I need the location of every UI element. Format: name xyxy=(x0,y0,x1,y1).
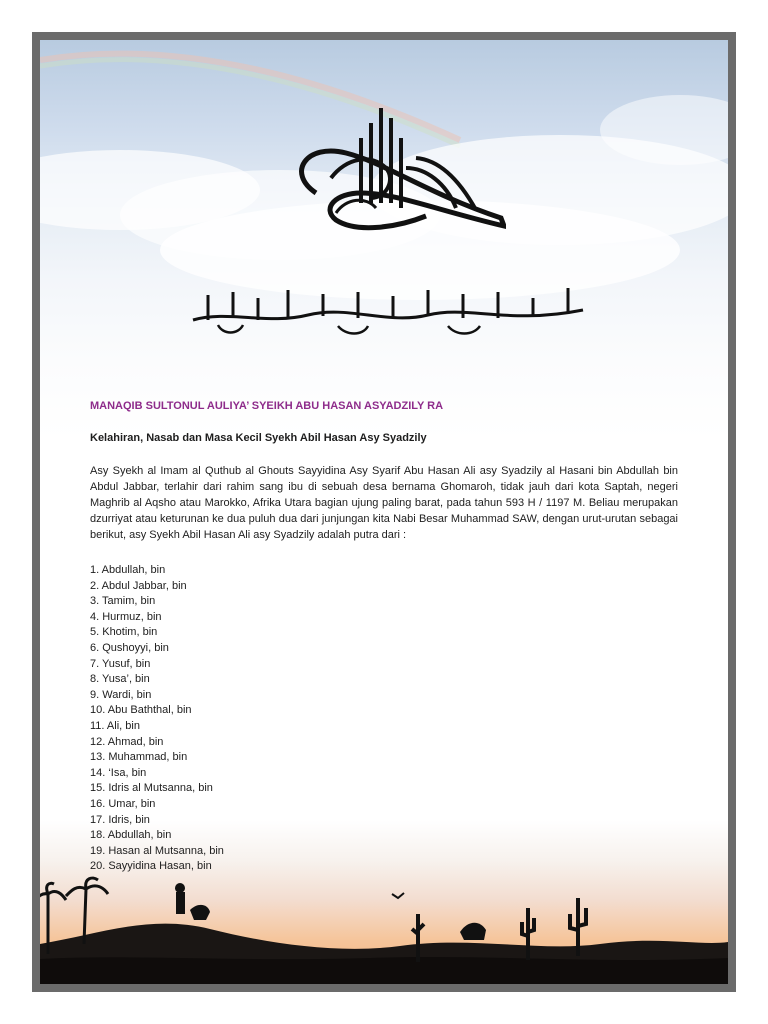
shahada-calligraphy-image xyxy=(188,280,588,340)
desert-silhouette-image xyxy=(40,874,728,984)
lineage-item: 19. Hasan al Mutsanna, bin xyxy=(90,844,224,857)
intro-paragraph: Asy Syekh al Imam al Quthub al Ghouts Sayyidina Asy Syarif Abu Hasan Ali asy Syadzily al Hasani bin Abdullah bin Abdul Jabbar, terlahir dari rahim sang ibu di sebuah desa bernama Ghomaroh, tidak jauh dari kota Saptah, negeri Maghrib al Aqsho atau Marokko, Afrika Utara bagian ujung paling barat, pada tahun 593 H / 1197 M. Beliau merupakan dzurriyat atau keturunan ke dua puluh dua dari junjungan kita Nabi Besar Muhammad SAW, dengan urut-urutan sebagai berikut, asy Syekh Abil Hasan Ali asy Syadzily adalah putra dari : xyxy=(90,465,678,541)
lineage-item: 8. Yusa’, bin xyxy=(90,673,150,686)
document-title: MANAQIB SULTONUL AULIYA’ SYEIKH ABU HASAN ASYADZILY RA xyxy=(90,400,444,412)
lineage-item: 5. Khotim, bin xyxy=(90,626,158,639)
lineage-item: 14. ‘Isa, bin xyxy=(90,766,147,779)
lineage-item: 3. Tamim, bin xyxy=(90,595,156,608)
lineage-item: 18. Abdullah, bin xyxy=(90,829,172,842)
lineage-item: 15. Idris al Mutsanna, bin xyxy=(90,782,213,795)
lineage-list xyxy=(90,563,678,875)
document-body xyxy=(90,400,678,875)
section-heading: Kelahiran, Nasab dan Masa Kecil Syekh Abil Hasan Asy Syadzily xyxy=(90,432,427,444)
page-sheet xyxy=(40,40,728,984)
lineage-item: 7. Yusuf, bin xyxy=(90,657,151,670)
basmala-calligraphy-image xyxy=(276,98,506,238)
lineage-item: 4. Hurmuz, bin xyxy=(90,610,162,623)
lineage-item: 11. Ali, bin xyxy=(90,719,140,732)
page-frame xyxy=(32,32,736,992)
lineage-item: 12. Ahmad, bin xyxy=(90,735,164,748)
lineage-item: 16. Umar, bin xyxy=(90,797,156,810)
lineage-item: 1. Abdullah, bin xyxy=(90,564,166,576)
lineage-item: 9. Wardi, bin xyxy=(90,688,152,701)
lineage-item: 2. Abdul Jabbar, bin xyxy=(90,579,187,592)
lineage-item: 10. Abu Baththal, bin xyxy=(90,704,192,717)
lineage-item: 6. Qushoyyi, bin xyxy=(90,641,169,654)
lineage-item: 13. Muhammad, bin xyxy=(90,751,188,764)
lineage-item: 17. Idris, bin xyxy=(90,813,150,826)
lineage-item: 20. Sayyidina Hasan, bin xyxy=(90,860,212,873)
